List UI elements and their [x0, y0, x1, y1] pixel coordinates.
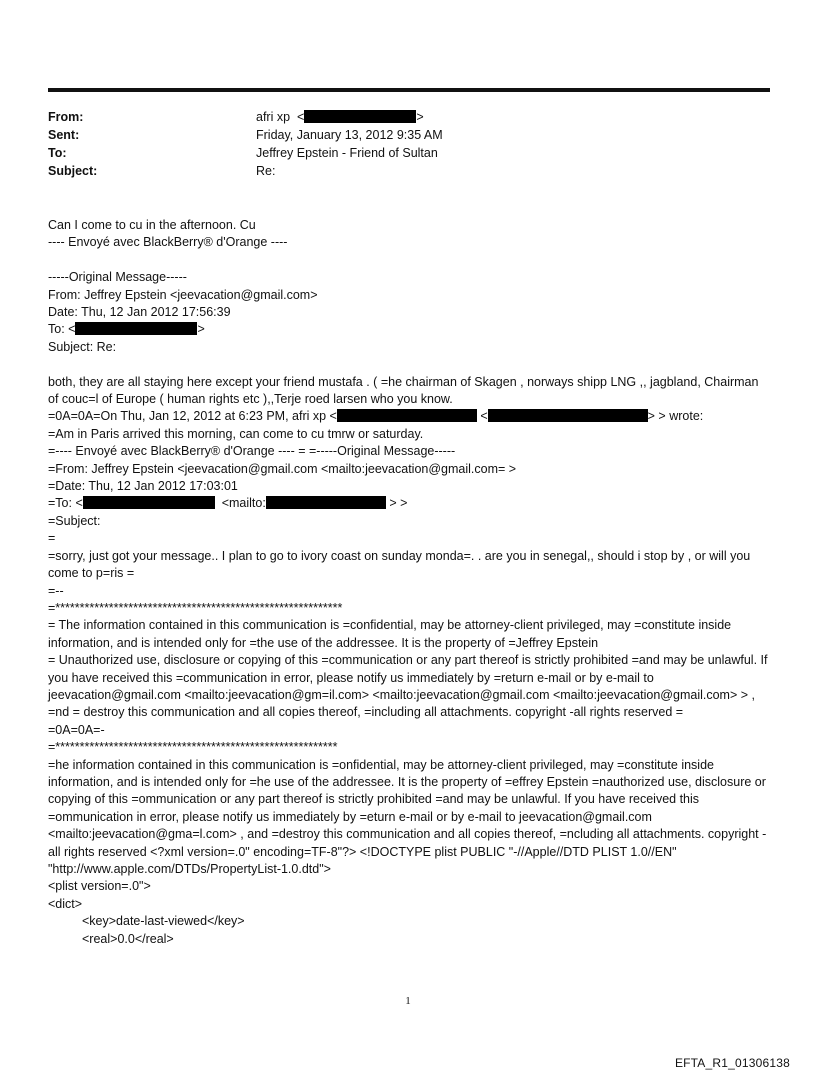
original-message-divider: -----Original Message-----: [48, 270, 187, 285]
from-name: afri xp: [256, 110, 291, 124]
subject-label: Subject:: [48, 164, 98, 178]
redaction-box: [83, 496, 215, 509]
body-line: ---- Envoyé avec BlackBerry® d'Orange ----: [48, 235, 288, 250]
sent-row: [48, 126, 770, 144]
body-line: <dict>: [48, 896, 83, 911]
body-line: <key>date-last-viewed</key>: [82, 914, 245, 929]
original-date: Date: Thu, 12 Jan 2012 17:56:39: [48, 305, 231, 320]
subject-row: [48, 162, 770, 180]
to-label: To:: [48, 146, 67, 160]
body-line: =Date: Thu, 12 Jan 2012 17:03:01: [48, 479, 238, 494]
disclaimer-paragraph: = Unauthorized use, disclosure or copying of this =communication or any part thereof is strictly prohibited =and may be unlawful. If you have received this =communication in error, please notify us immediately by =return e-mail or by e-mail to jeevacation@gmail.com <mailto:jeevacation@gm=il.com> <mailto:jeevacation@gmail.com <mailto:jeevacation@gmail.com> > , =nd = destroy this communication and all copies thereof, =including all attachments. copyright -all rights reserved =: [48, 653, 768, 720]
to-value: Jeffrey Epstein - Friend of Sultan: [256, 146, 438, 160]
redaction-box: [337, 409, 477, 422]
from-open-bracket: <: [297, 110, 305, 124]
body-line: <real>0.0</real>: [82, 931, 174, 946]
to-row: [48, 144, 770, 162]
disclaimer-paragraph: = The information contained in this communication is =confidential, may be attorney-client privileged, may =constitute inside information, and is intended only for =the use of the addressee. It is the property of =Jeffrey Epstein: [48, 618, 732, 650]
subject-value: Re:: [256, 164, 276, 178]
body-line: =Am in Paris arrived this morning, can come to cu tmrw or saturday.: [48, 426, 424, 441]
original-to: To: < >: [48, 322, 205, 337]
separator-line: =***********************************************************: [48, 600, 343, 615]
redaction-box: [75, 322, 197, 335]
body-line: =From: Jeffrey Epstein <jeevacation@gmail.com <mailto:jeevacation@gmail.com= >: [48, 461, 517, 476]
body-paragraph: =sorry, just got your message.. I plan to go to ivory coast on sunday monda=. . are you in senegal,, should i stop by , or will you come to p=ris =: [48, 548, 751, 581]
from-label: From:: [48, 110, 84, 124]
body-line: =0A=0A=-: [48, 722, 105, 737]
from-row: [48, 108, 770, 126]
redaction-box: [488, 409, 648, 422]
separator-line: =**********************************************************: [48, 740, 338, 755]
quoted-to-line: =To: < <mailto: > >: [48, 496, 408, 511]
page-number: 1: [405, 995, 411, 1007]
body-line: =---- Envoyé avec BlackBerry® d'Orange ---- = =-----Original Message-----: [48, 444, 456, 459]
quoted-header-line: =0A=0A=On Thu, Jan 12, 2012 at 6:23 PM, afri xp < < > > wrote:: [48, 409, 704, 424]
body-line: <plist version=.0">: [48, 879, 151, 894]
body-paragraph: both, they are all staying here except your friend mustafa . ( =he chairman of Skagen , norways shipp LNG ,, jagbland, Chairman of couc=l of Europe ( human rights etc ),,Terje roed larsen who you know.: [48, 374, 759, 407]
original-from: From: Jeffrey Epstein <jeevacation@gmail.com>: [48, 287, 318, 302]
header-rule: [48, 88, 770, 92]
redaction-box: [266, 496, 386, 509]
redaction-box: [304, 110, 416, 123]
email-header: [48, 108, 770, 180]
document-id: EFTA_R1_01306138: [674, 1056, 790, 1070]
body-line: =: [48, 531, 56, 546]
body-line: =Subject:: [48, 513, 101, 528]
from-close-bracket: >: [416, 110, 424, 124]
body-line: =--: [48, 583, 64, 598]
from-value: [256, 108, 770, 126]
email-body: [48, 217, 770, 948]
sent-label: Sent:: [48, 128, 80, 142]
body-line: Can I come to cu in the afternoon. Cu: [48, 218, 256, 232]
original-subject: Subject: Re:: [48, 339, 117, 354]
sent-value: Friday, January 13, 2012 9:35 AM: [256, 128, 443, 142]
disclaimer-paragraph: =he information contained in this communication is =onfidential, may be attorney-client privileged, may =constitute inside information, and is intended only for =he use of the addressee. It is the property of =effrey Epstein =nauthorized use, disclosure or copying of this =ommunication or any part thereof is strictly prohibited =and may be unlawful. If you have received this =ommunication in error, please notify us immediately by =eturn e-mail or by e-mail to jeevacation@gmail.com <mailto:jeevacation@gma=l.com> , and =destroy this communication and all copies thereof, =ncluding all attachments. copyright -all rights reserved <?xml version=.0" encoding=TF-8"?> <!DOCTYPE plist PUBLIC "-//Apple//DTD PLIST 1.0//EN" "http://www.apple.com/DTDs/PropertyList-1.0.dtd">: [48, 757, 767, 876]
